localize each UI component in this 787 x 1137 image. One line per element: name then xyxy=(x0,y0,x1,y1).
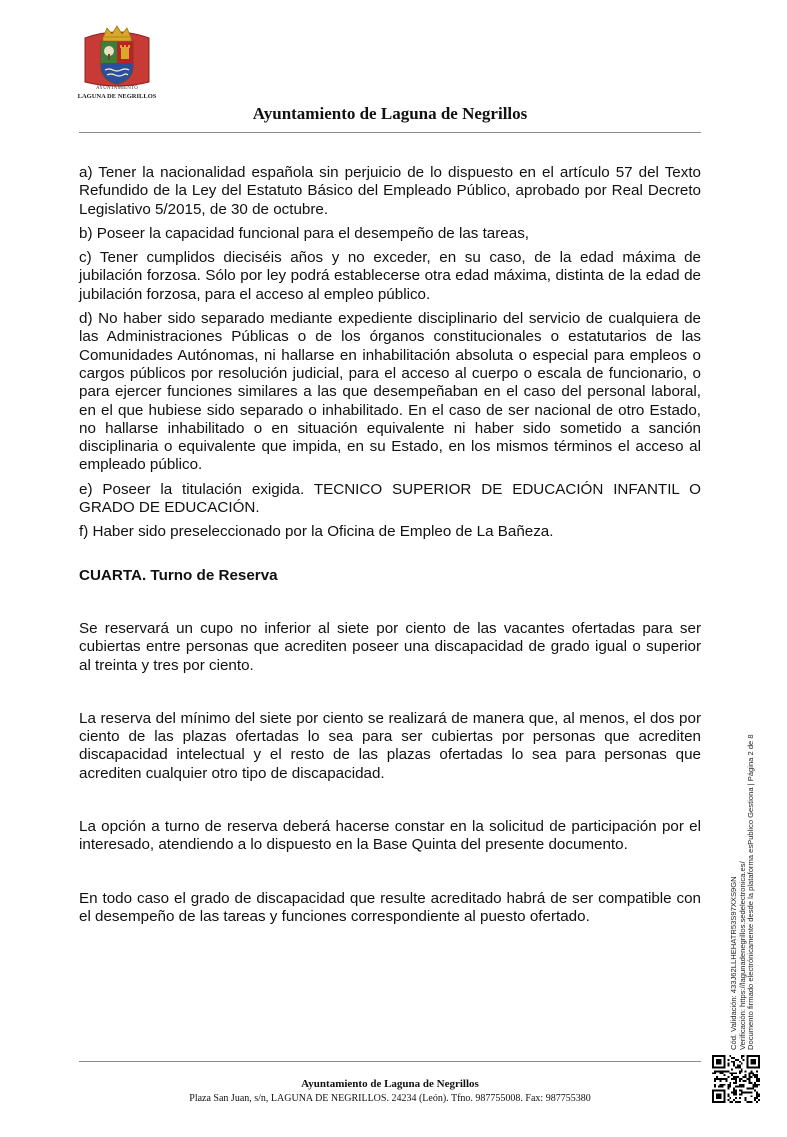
section-heading: CUARTA. Turno de Reserva xyxy=(79,566,278,584)
reserve-paragraph-4: En todo caso el grado de discapacidad que resulte acreditado habrá de ser compatible con el desempeño de las tareas y funciones correspondiente al puesto ofertado. xyxy=(79,889,701,925)
logo-caption-top: AYUNTAMIENTO xyxy=(96,86,138,91)
reserve-paragraph-3: La opción a turno de reserva deberá hacerse constar en la solicitud de participación por el interesado, atendiendo a lo dispuesto en la Base Quinta del presente documento. xyxy=(79,818,701,854)
signature-note: Documento firmado electrónicamente desde la plataforma esPublico Gestiona | Página 2 de 8 xyxy=(746,734,756,1050)
reserve-paragraph-2: La reserva del mínimo del siete por ciento se realizará de manera que, al menos, el dos por ciento de las plazas ofertadas lo sea para ser cubiertas por personas que acrediten discapacidad intelectual y el resto de las plazas ofertadas lo sea para personas que acrediten cualquier otro tipo de discapacidad. xyxy=(79,709,701,782)
requirement-item-e: e) Poseer la titulación exigida. TECNICO SUPERIOR DE EDUCACIÓN INFANTIL O GRADO DE EDUCACIÓN. xyxy=(79,480,701,517)
header-title: Ayuntamiento de Laguna de Negrillos xyxy=(252,104,528,123)
qr-code[interactable] xyxy=(712,1055,760,1103)
footer-title: Ayuntamiento de Laguna de Negrillos xyxy=(301,1078,479,1090)
requirement-item-c: c) Tener cumplidos dieciséis años y no exceder, en su caso, de la edad máxima de jubilación forzosa. Sólo por ley podrá establecerse otra edad máxima, distinta de la edad de jubilación forzosa, para el acceso al empleo público. xyxy=(79,249,701,303)
footer-divider xyxy=(79,1061,701,1062)
requirement-item-a: a) Tener la nacionalidad española sin perjuicio de lo dispuesto en el artículo 57 del Texto Refundido de la Ley del Estatuto Básico del Empleado Público, aprobado por Real Decreto Legislativo 5/2015, de 30 de octubre. xyxy=(79,164,701,218)
requirement-item-b: b) Poseer la capacidad funcional para el desempeño de las tareas, xyxy=(79,224,530,242)
requirement-item-f: f) Haber sido preseleccionado por la Oficina de Empleo de La Bañeza. xyxy=(79,523,554,541)
requirement-item-d: d) No haber sido separado mediante expediente disciplinario del servicio de cualquiera de las Administraciones Públicas o de los órganos constitucionales o estatutarios de las Comunidades Autónomas, ni hallarse en inhabilitación absoluta o especial para empleos o cargos públicos por resolución judicial, para el acceso al cuerpo o escala de funcionario, o para ejercer funciones similares a las que desempeñaban en el caso del personal laboral, en el que hubiese sido separado o inhabilitado. En el caso de ser nacional de otro Estado, no hallarse inhabilitado o en situación equivalente ni haber sido sometido a sanción disciplinaria o equivalente que impida, en su Estado, en los mismos términos el acceso al empleado público. xyxy=(79,310,701,474)
logo-caption: LAGUNA DE NEGRILLOS xyxy=(77,93,157,100)
document-body xyxy=(79,164,701,926)
reserve-paragraph-1: Se reservará un cupo no inferior al siete por ciento de las vacantes ofertadas para ser cubiertas entre personas que acrediten poseer una discapacidad de grado igual o superior al treinta y tres por ciento. xyxy=(79,619,701,674)
validation-code: Cód. Validación: 433J62LLHEHATR53S97XXS9GN xyxy=(729,876,738,1050)
footer-address: Plaza San Juan, s/n, LAGUNA DE NEGRILLOS. 24234 (León). Tfno. 987755008. Fax: 987755380 xyxy=(189,1093,591,1104)
header-divider xyxy=(79,132,701,133)
verification-url: Verificación: https://lagunadenegrillos.sedelectronica.es/ xyxy=(737,861,747,1050)
